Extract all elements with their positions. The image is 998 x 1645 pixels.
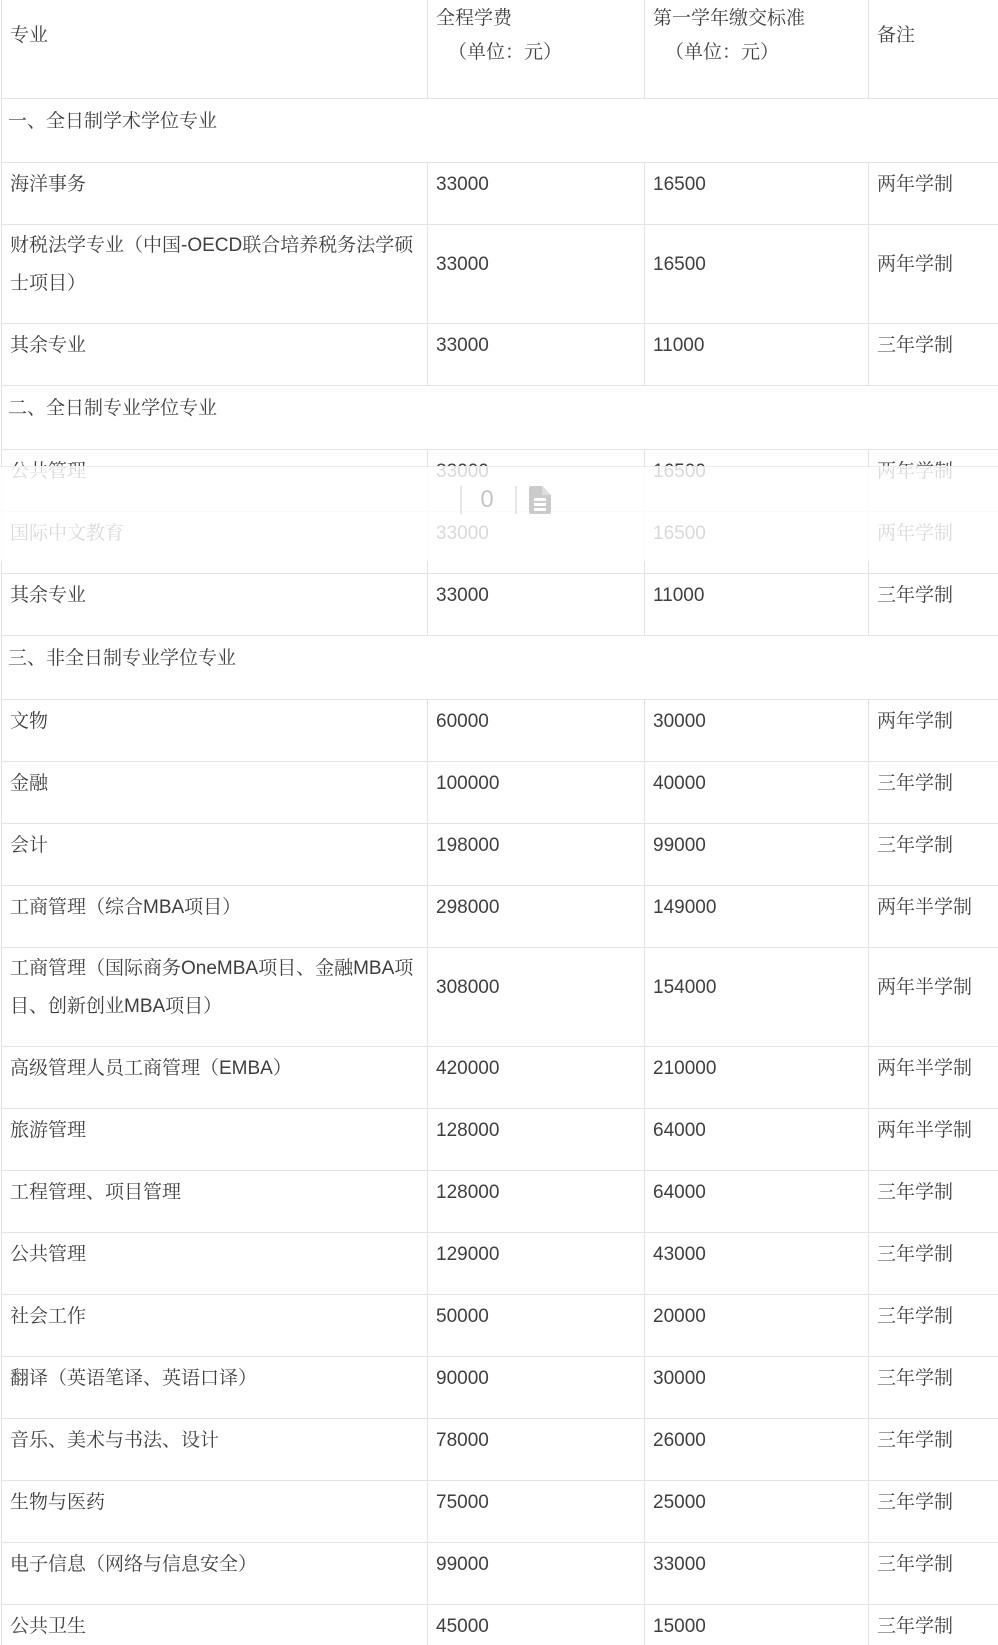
document-icon-line [534,503,546,506]
table-row [2,700,998,762]
first-year-cell: 30000 [645,1357,869,1419]
section-title: 二、全日制专业学位专业 [2,386,998,450]
note-cell: 三年学制 [869,324,998,386]
note-cell: 两年半学制 [869,1109,998,1171]
first-year-cell: 210000 [645,1047,869,1109]
section-header-row [2,636,998,700]
table-header-row [2,0,998,99]
first-year-cell: 26000 [645,1419,869,1481]
table-row [2,163,998,225]
first-year-cell: 25000 [645,1481,869,1543]
first-year-cell: 149000 [645,886,869,948]
note-cell: 三年学制 [869,1295,998,1357]
note-cell: 三年学制 [869,762,998,824]
note-cell: 两年半学制 [869,948,998,1047]
first-year-cell: 20000 [645,1295,869,1357]
major-cell: 工商管理（综合MBA项目） [2,886,428,948]
major-cell: 财税法学专业（中国-OECD联合培养税务法学硕士项目） [2,225,428,324]
first-year-cell: 11000 [645,574,869,636]
table-row [2,1171,998,1233]
table-row [2,1605,998,1645]
major-cell: 文物 [2,700,428,762]
note-cell: 两年学制 [869,700,998,762]
first-year-cell: 64000 [645,1109,869,1171]
first-year-cell: 154000 [645,948,869,1047]
total-fee-cell: 129000 [428,1233,645,1295]
document-icon[interactable] [529,486,551,514]
translucent-overlay [0,466,998,561]
note-cell: 三年学制 [869,1419,998,1481]
table-row [2,948,998,1047]
header-note [869,0,998,99]
total-fee-cell: 420000 [428,1047,645,1109]
table-row [2,824,998,886]
major-cell: 翻译（英语笔译、英语口译） [2,1357,428,1419]
table-row [2,1419,998,1481]
note-cell: 两年半学制 [869,886,998,948]
note-cell: 三年学制 [869,1171,998,1233]
note-cell: 三年学制 [869,1543,998,1605]
major-cell: 金融 [2,762,428,824]
header-first-year-label: 第一学年缴交标准 [653,8,806,29]
total-fee-cell: 198000 [428,824,645,886]
total-fee-cell: 33000 [428,163,645,225]
major-cell: 旅游管理 [2,1109,428,1171]
header-total-fee [428,0,645,99]
first-year-cell: 40000 [645,762,869,824]
header-total-fee-unit: （单位：元） [448,42,563,63]
major-cell: 海洋事务 [2,163,428,225]
header-total-fee-label: 全程学费 [436,8,513,29]
header-major [2,0,428,99]
table-row [2,1047,998,1109]
total-fee-cell: 100000 [428,762,645,824]
first-year-cell: 11000 [645,324,869,386]
note-cell: 三年学制 [869,1357,998,1419]
total-fee-cell: 128000 [428,1109,645,1171]
total-fee-cell: 298000 [428,886,645,948]
section-header-row [2,99,998,163]
total-fee-cell: 128000 [428,1171,645,1233]
major-cell: 公共卫生 [2,1605,428,1645]
first-year-cell: 30000 [645,700,869,762]
note-cell: 三年学制 [869,574,998,636]
total-fee-cell: 33000 [428,225,645,324]
note-cell: 两年学制 [869,163,998,225]
counter-value: 0 [480,486,494,513]
table-row [2,886,998,948]
total-fee-cell: 308000 [428,948,645,1047]
first-year-cell: 43000 [645,1233,869,1295]
table-row [2,225,998,324]
table-row [2,762,998,824]
first-year-cell: 15000 [645,1605,869,1645]
floating-counter-widget [460,485,556,515]
note-cell: 三年学制 [869,1605,998,1645]
note-cell: 三年学制 [869,1233,998,1295]
header-note-label: 备注 [877,25,916,46]
widget-divider [515,486,517,514]
table-row [2,1543,998,1605]
major-cell: 工商管理（国际商务OneMBA项目、金融MBA项目、创新创业MBA项目） [2,948,428,1047]
table-row [2,324,998,386]
total-fee-cell: 75000 [428,1481,645,1543]
total-fee-cell: 33000 [428,324,645,386]
major-cell: 社会工作 [2,1295,428,1357]
note-cell: 三年学制 [869,1481,998,1543]
total-fee-cell: 60000 [428,700,645,762]
document-icon-line [534,498,546,501]
first-year-cell: 16500 [645,225,869,324]
first-year-cell: 99000 [645,824,869,886]
note-cell: 两年半学制 [869,1047,998,1109]
total-fee-cell: 99000 [428,1543,645,1605]
first-year-cell: 33000 [645,1543,869,1605]
note-cell: 两年学制 [869,225,998,324]
document-icon-line [534,508,546,511]
first-year-cell: 16500 [645,163,869,225]
section-title: 一、全日制学术学位专业 [2,99,998,163]
table-row [2,1233,998,1295]
widget-divider [460,486,462,514]
table-row [2,1357,998,1419]
total-fee-cell: 78000 [428,1419,645,1481]
major-cell: 生物与医药 [2,1481,428,1543]
major-cell: 其余专业 [2,574,428,636]
header-first-year-unit: （单位：元） [665,42,780,63]
header-major-label: 专业 [10,25,49,46]
table-row [2,1109,998,1171]
table-row [2,1481,998,1543]
section-title: 三、非全日制专业学位专业 [2,636,998,700]
major-cell: 其余专业 [2,324,428,386]
first-year-cell: 64000 [645,1171,869,1233]
note-cell: 三年学制 [869,824,998,886]
total-fee-cell: 50000 [428,1295,645,1357]
total-fee-cell: 33000 [428,574,645,636]
major-cell: 电子信息（网络与信息安全） [2,1543,428,1605]
major-cell: 会计 [2,824,428,886]
major-cell: 音乐、美术与书法、设计 [2,1419,428,1481]
tuition-fees-table [1,0,998,1645]
table-row [2,574,998,636]
major-cell: 公共管理 [2,1233,428,1295]
header-first-year [645,0,869,99]
total-fee-cell: 45000 [428,1605,645,1645]
major-cell: 工程管理、项目管理 [2,1171,428,1233]
section-header-row [2,386,998,450]
major-cell: 高级管理人员工商管理（EMBA） [2,1047,428,1109]
table-row [2,1295,998,1357]
total-fee-cell: 90000 [428,1357,645,1419]
